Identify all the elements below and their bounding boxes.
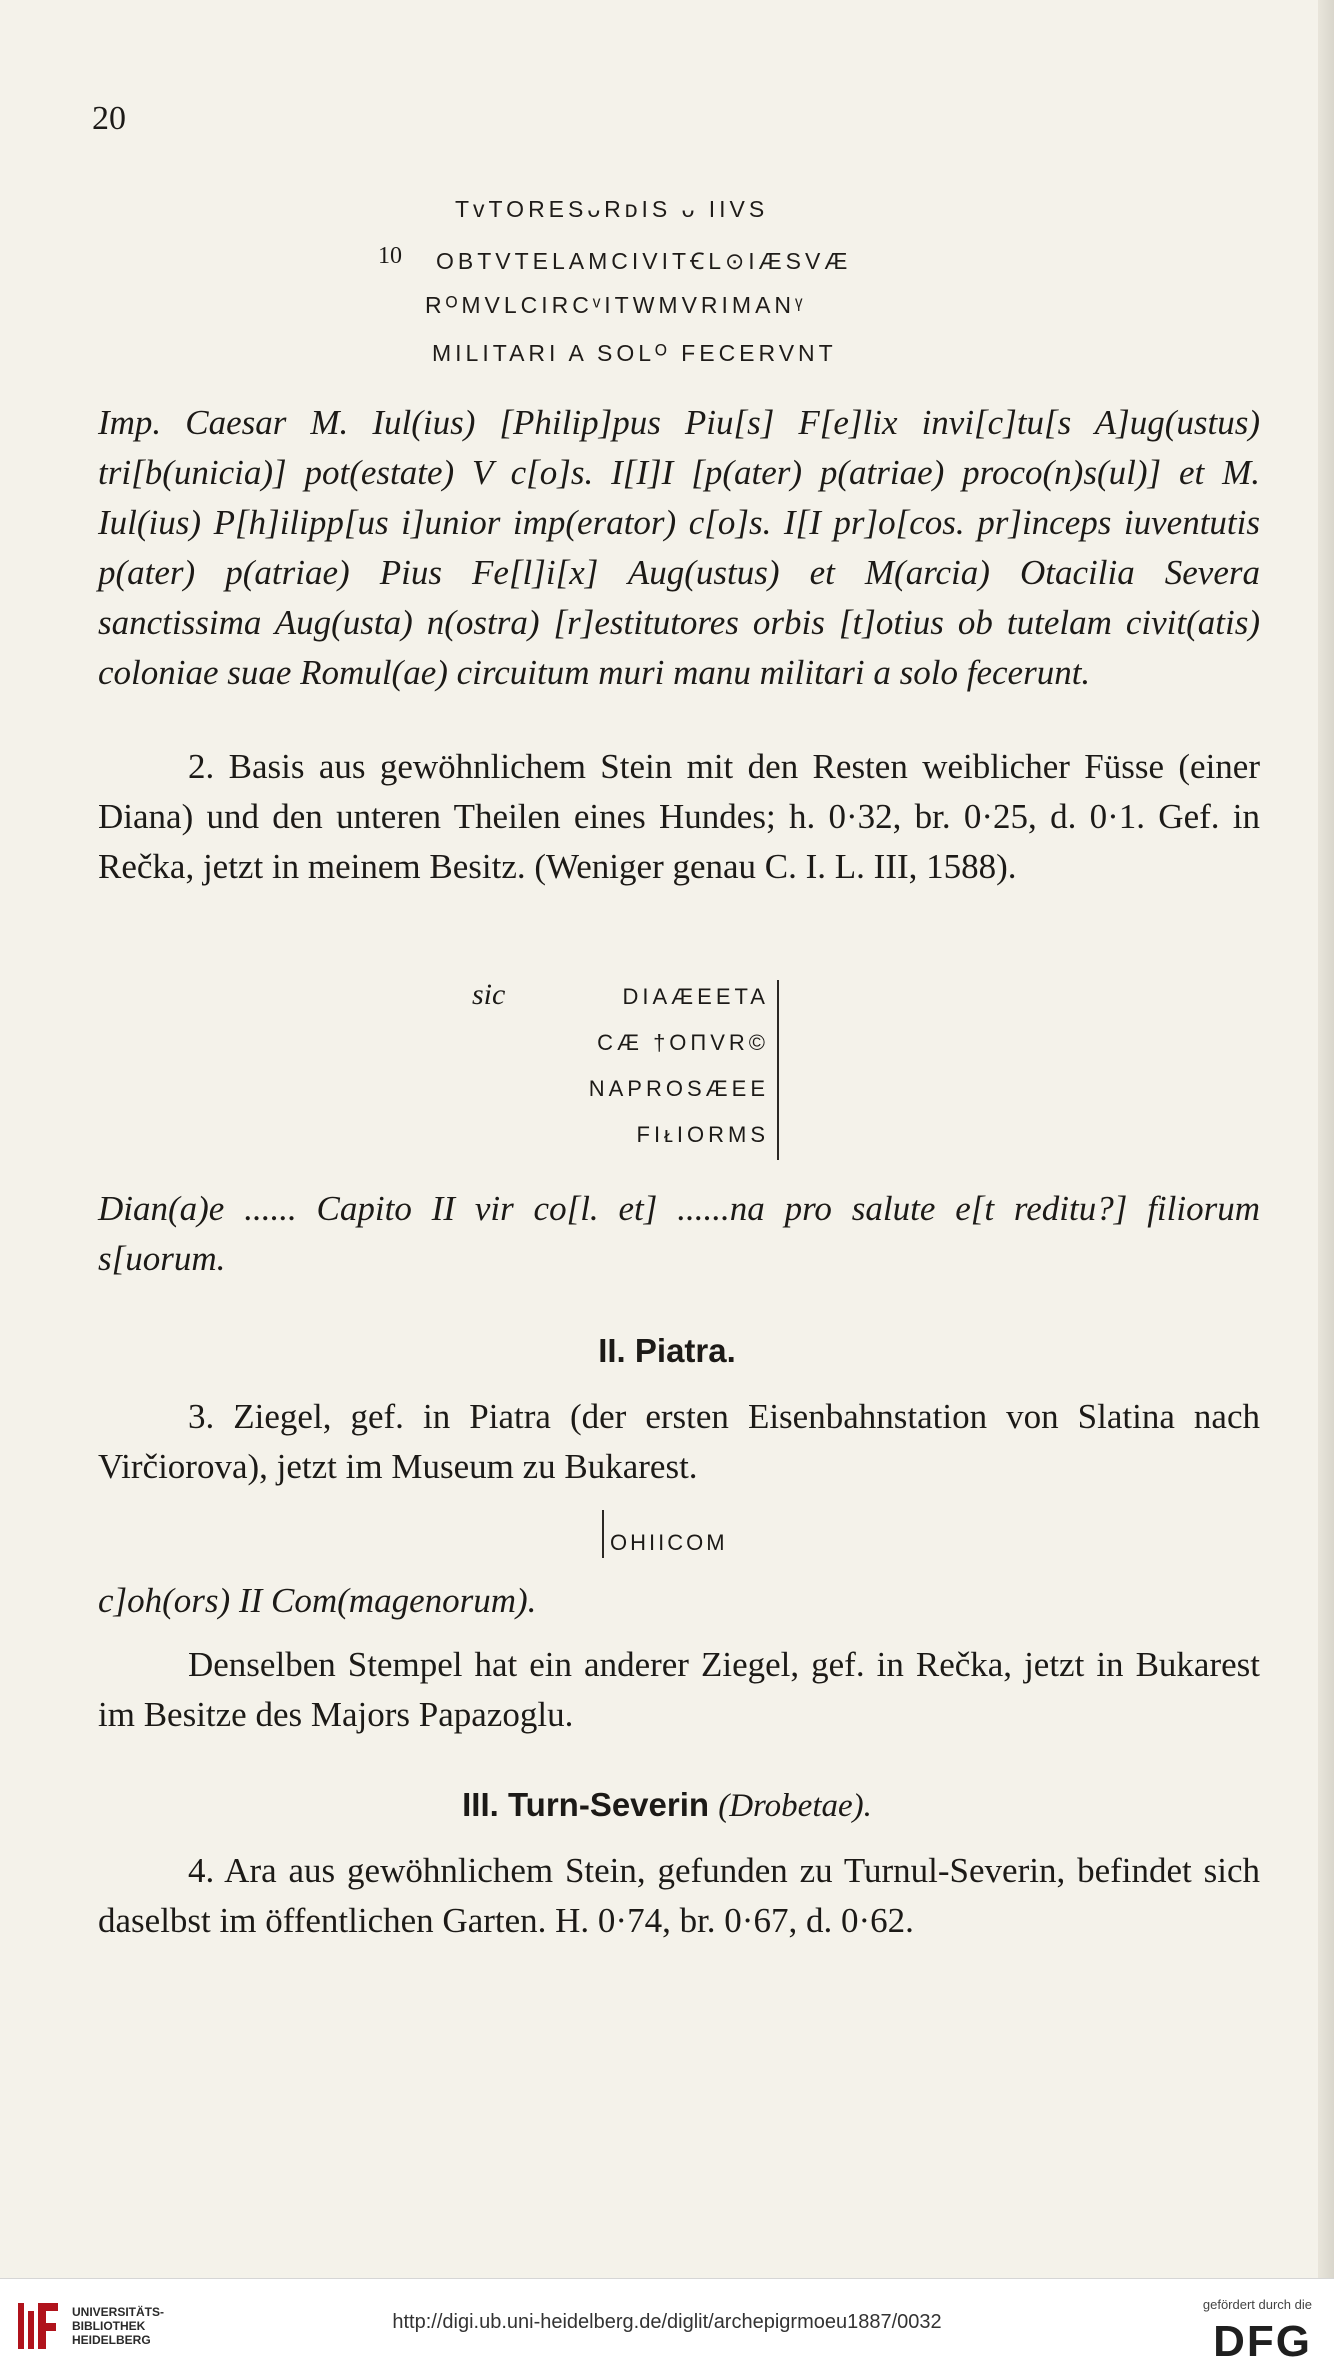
paragraph-2: 2. Basis aus gewöhnlichem Stein mit den Resten weiblicher Füsse (einer Diana) und den unteren Theilen eines Hundes; h. 0·32, br. 0·25, d. 0·1. Gef. in Rečka, jetzt in meinem Besitz. (Weniger genau C. I. L. III, 1588).: [98, 747, 1260, 886]
section-heading-turn-severin: [0, 1786, 1334, 1825]
paragraph-4: Denselben Stempel hat ein anderer Ziegel, gef. in Rečka, jetzt in Bukarest im Besitze des Majors Papazoglu.: [98, 1645, 1260, 1734]
heading-main: III. Turn-Severin: [462, 1786, 710, 1823]
stamp-reading: c]oh(ors) II Com(magenorum).: [98, 1581, 537, 1620]
bleed-through-ghost: [200, 200, 260, 269]
page-number: 20: [92, 100, 126, 137]
library-name-line-1: UNIVERSITÄTS-: [72, 2305, 165, 2319]
transcription-1: Imp. Caesar M. Iul(ius) [Philip]pus Piu[s] F[e]lix invi[c]tu[s A]ug(ustus) tri[b(unicia)] pot(estate) V c[o]s. I[I]I [p(ater) p(atriae) proco(n)s(ul)] et M. Iul(ius) P[h]ilipp[us i]unior imp(erator) c[o]s. I[I pr]o[cos. pr]inceps iuventutis p(ater) p(atriae) Pius Fe[l]i[x] Aug(ustus) et M(arcia) Otacilia Severa sanctissima Aug(usta) n(ostra) [r]estitutores orbis [t]otius ob tutelam civit(atis) coloniae suae Romul(ae) circuitum muri manu militari a solo fecerunt.: [98, 403, 1260, 692]
permalink-url[interactable]: http://digi.ub.uni-heidelberg.de/diglit/archepigrmoeu1887/0032: [392, 2311, 942, 2333]
paragraph-3: 3. Ziegel, gef. in Piatra (der ersten Eisenbahnstation von Slatina nach Virčiorova), jetzt im Museum zu Bukarest.: [98, 1397, 1260, 1486]
funding-note: gefördert durch die: [1202, 2297, 1312, 2312]
paragraph-5: 4. Ara aus gewöhnlichem Stein, gefunden zu Turnul-Severin, befindet sich daselbst im öffentlichen Garten. H. 0·74, br. 0·67, d. 0·62.: [98, 1851, 1260, 1940]
inscription-line-number: 10: [378, 243, 402, 269]
inscribed-stone-block: [555, 980, 779, 1160]
brick-stamp: OHIICOM: [602, 1510, 728, 1558]
stone-line-2: CÆ †OПVR©: [597, 1030, 769, 1055]
stone-line-1: DIAÆEETA: [622, 984, 769, 1009]
library-name-line-3: HEIDELBERG: [72, 2333, 151, 2347]
heading-sub: (Drobetae).: [718, 1788, 872, 1824]
inscription-line-3: RᴼMVLCIRCᵛITWMVRIMANᵞ: [425, 292, 807, 318]
stone-line-4: FIᴌIORMS: [636, 1122, 769, 1147]
inscription-line-2: OBTVTELAMCIVITꞒL⊙IÆSVÆ: [436, 248, 852, 274]
inscription-line-4: MILITARI A SOLᴼ FECERVNT: [432, 340, 837, 366]
viewer-footer: [0, 2278, 1334, 2375]
sic-note: sic: [472, 978, 506, 1011]
dfg-logo[interactable]: DFG: [1213, 2317, 1312, 2366]
section-heading-piatra: II. Piatra.: [598, 1332, 736, 1369]
page-edge-shadow: [1318, 0, 1334, 2278]
library-name-line-2: BIBLIOTHEK: [72, 2319, 146, 2333]
transcription-2: Dian(a)e ...... Capito II vir co[l. et] ......na pro salute e[t reditu?] filiorum s[uorum.: [98, 1189, 1260, 1278]
inscription-line-1: TvTORESᴗRᴅIS ᴗ IIVS: [455, 196, 769, 222]
stone-line-3: NAPROSÆEE: [588, 1076, 769, 1101]
